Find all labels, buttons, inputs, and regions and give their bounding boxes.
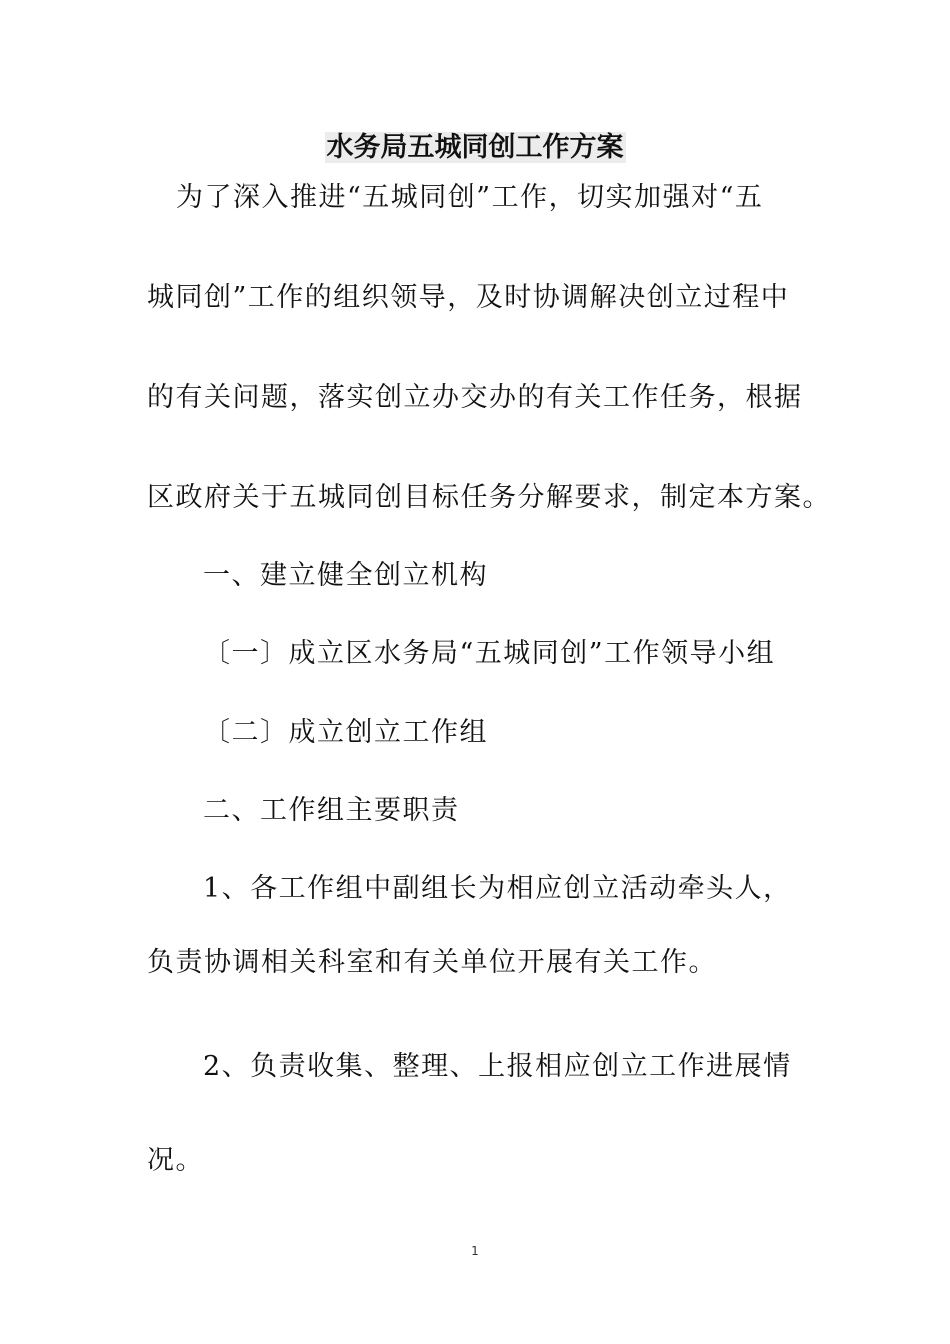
section-heading-1: 一、建立健全创立机构 — [203, 560, 488, 591]
paragraph-item-1-line-2: 负责协调相关科室和有关单位开展有关工作。 — [147, 947, 717, 978]
page-number: 1 — [471, 1244, 479, 1258]
section-heading-2: 二、工作组主要职责 — [203, 795, 460, 826]
paragraph-item-2-line-2: 况。 — [147, 1145, 204, 1176]
paragraph-line-3: 的有关问题，落实创立办交办的有关工作任务，根据 — [147, 382, 803, 413]
document-title-text: 水务局五城同创工作方案 — [326, 132, 624, 163]
subsection-heading-1: 〔一〕成立区水务局“五城同创”工作领导小组 — [203, 638, 776, 669]
paragraph-line-4: 区政府关于五城同创目标任务分解要求，制定本方案。 — [147, 482, 831, 513]
paragraph-item-1-line-1: 1、各工作组中副组长为相应创立活动牵头人， — [203, 873, 792, 904]
paragraph-item-2-line-1: 2、负责收集、整理、上报相应创立工作进展情 — [203, 1051, 792, 1082]
document-title — [0, 128, 950, 168]
subsection-heading-2: 〔二〕成立创立工作组 — [203, 717, 488, 748]
paragraph-line-2: 城同创”工作的组织领导，及时协调解决创立过程中 — [147, 282, 790, 313]
paragraph-line-1: 为了深入推进“五城同创”工作，切实加强对“五 — [176, 182, 764, 213]
